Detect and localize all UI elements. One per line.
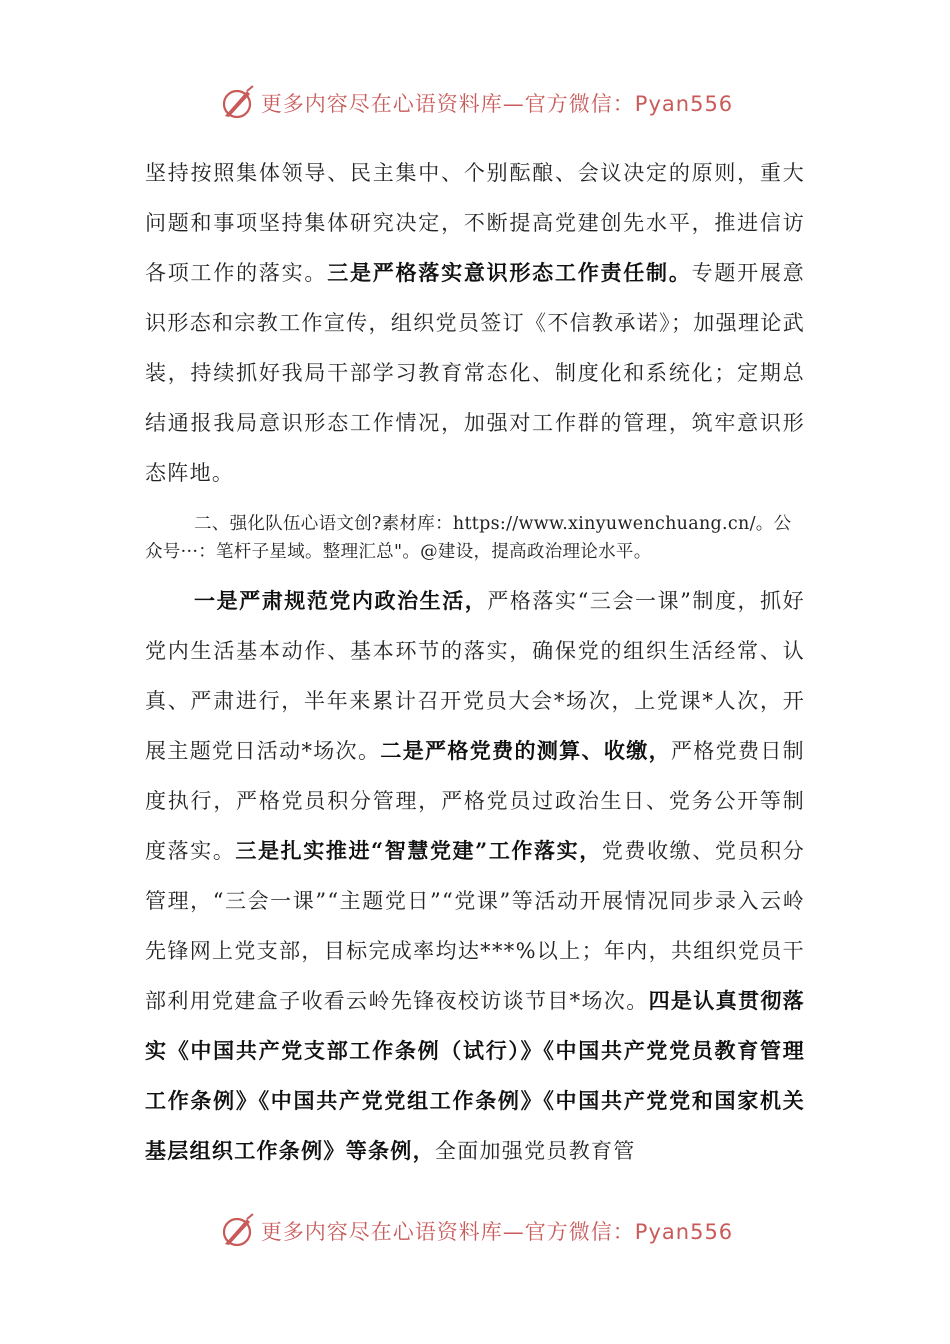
paragraph-3-text-1: 严格落实“三会一课”制度，抓好党内生活基本动作、基本环节的落实，确保党的组织生活经常、认真、严肃进行，半年来累计召开党员大会*场次，上党课*人次，开展主题党日活动*场次。 [145, 589, 805, 763]
paragraph-1 [145, 148, 805, 498]
paragraph-3-text-2: 严格党费日制度执行，严格党员积分管理，严格党员过政治生日、党务公开等制度落实。 [145, 739, 805, 863]
quill-logo-icon [217, 83, 257, 123]
paragraph-3-text-4: 全面加强党员教育管 [434, 1139, 636, 1163]
paragraph-3-bold-2: 二是严格党费的测算、收缴， [380, 738, 671, 763]
quill-logo-icon [217, 1211, 257, 1251]
section-heading-2: 二、强化队伍心语文创?素材库：https://www.xinyuwenchuang.cn/。公众号···：笔杆子星域。整理汇总"。@建设，提高政治理论水平。 [145, 514, 792, 562]
paragraph-1-text: 坚持按照集体领导、民主集中、个别酝酿、会议决定的原则，重大问题和事项坚持集体研究决定，不断提高党建创先水平，推进信访各项工作的落实。 [145, 161, 805, 285]
footer-watermark [0, 1206, 950, 1256]
header-watermark [0, 78, 950, 128]
paragraph-1-bold-heading: 三是严格落实意识形态工作责任制。 [327, 260, 692, 285]
paragraph-3-bold-1: 一是严肃规范党内政治生活， [194, 588, 488, 613]
header-watermark-text: 更多内容尽在心语资料库—官方微信：Pyan556 [260, 92, 734, 116]
paragraph-3-bold-4: 四是认真贯彻落实《中国共产党支部工作条例（试行）》《中国共产党党员教育管理工作条例》《中国共产党党组工作条例》《中国共产党党和国家机关基层组织工作条例》等条例， [145, 988, 805, 1163]
paragraph-3-text-3: 党费收缴、党员积分管理，“三会一课”“主题党日”“党课”等活动开展情况同步录入云岭先锋网上党支部，目标完成率均达***%以上；年内，共组织党员干部利用党建盒子收看云岭先锋夜校访谈节目*场次。 [145, 839, 805, 1013]
paragraph-1-text-2: 专题开展意识形态和宗教工作宣传，组织党员签订《不信教承诺》；加强理论武装，持续抓好我局干部学习教育常态化、制度化和系统化；定期总结通报我局意识形态工作情况，加强对工作群的管理，筑牢意识形态阵地。 [145, 261, 805, 485]
paragraph-3 [145, 576, 805, 1176]
footer-watermark-text: 更多内容尽在心语资料库—官方微信：Pyan556 [260, 1220, 734, 1244]
paragraph-3-bold-3: 三是扎实推进“智慧党建”工作落实， [235, 838, 602, 863]
document-body [145, 148, 805, 1176]
